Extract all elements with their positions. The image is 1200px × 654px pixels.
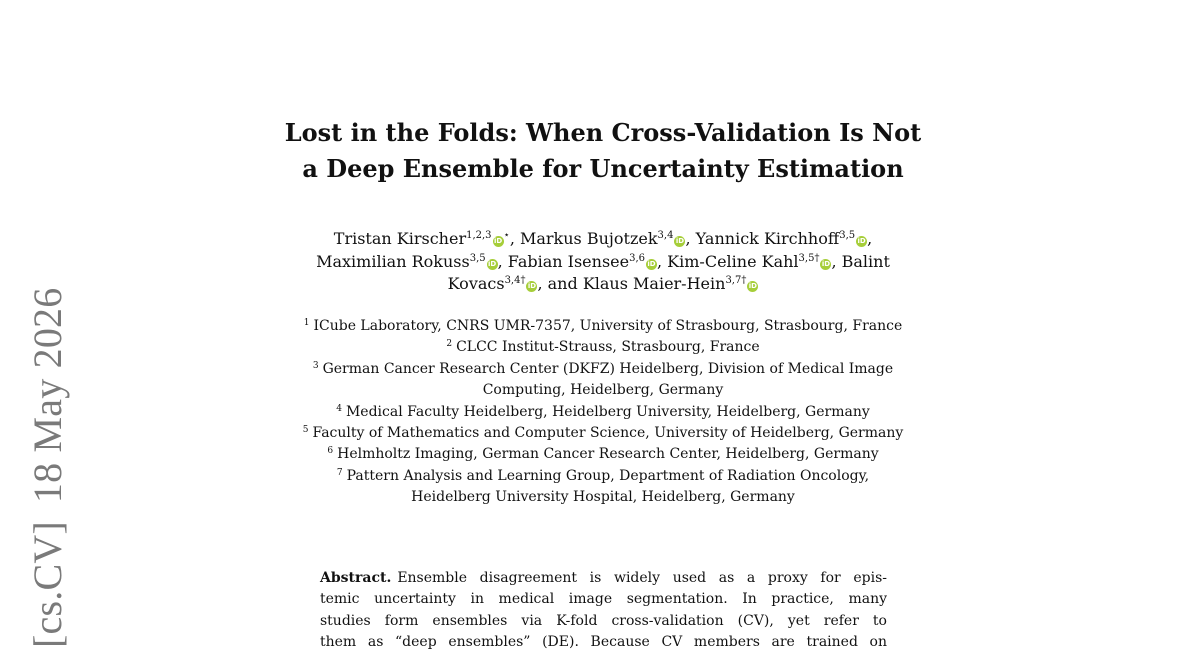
abstract	[320, 568, 887, 654]
paper-title	[180, 115, 1026, 187]
author-name: Kim-Celine Kahl	[667, 251, 799, 271]
arxiv-date: 18 May 2026	[25, 287, 70, 504]
author-name: Klaus Maier-Hein	[582, 274, 726, 293]
affiliation-list	[230, 316, 976, 509]
corresponding-mark: ⋆	[503, 230, 510, 241]
author-name: Yannick Kirchhoff	[695, 229, 840, 248]
abstract-label: Abstract.	[320, 570, 392, 586]
abstract-line: studies form ensembles via K-fold cross-validation (CV), yet refer to	[320, 612, 887, 629]
affiliation-item-continuation: Heidelberg University Hospital, Heidelberg, Germany	[411, 489, 795, 506]
abstract-line: Abstract. Ensemble disagreement is widely used as a proxy for epis-	[320, 570, 887, 586]
title-line-2: a Deep Ensemble for Uncertainty Estimation	[302, 154, 904, 183]
orcid-icon[interactable]: iD	[647, 259, 656, 268]
orcid-icon[interactable]: iD	[748, 282, 757, 290]
affiliation-item: $^1$ ICube Laboratory, CNRS UMR-7357, University of Strasbourg, Strasbourg, France	[303, 318, 903, 334]
orcid-icon[interactable]: iD	[527, 282, 537, 290]
author-affil-sup: 3,4	[657, 230, 674, 241]
orcid-icon[interactable]: iD	[857, 237, 866, 245]
orcid-icon[interactable]: iD	[488, 259, 497, 268]
author-name: Markus Bujotzek	[519, 229, 658, 248]
abstract-line: them as “deep ensembles” (DE). Because CV members are trained on	[320, 634, 887, 651]
orcid-icon[interactable]: iD	[821, 259, 831, 268]
orcid-icon[interactable]: iD	[493, 237, 503, 245]
author-name: Maximilian Rokuss	[316, 251, 470, 271]
affiliation-item: $^6$ Helmholtz Imaging, German Cancer Research Center, Heidelberg, Germany	[327, 446, 879, 463]
author-affil-sup: 3,5	[469, 252, 486, 264]
author-affil-sup: 3,4†	[504, 275, 526, 286]
author-line-3: Kovacs$^{3,4\dagger}$ iD, and Klaus Maier-Hein$^{3,7\dagger}$ iD	[447, 274, 757, 293]
title-line-1: Lost in the Folds: When Cross-Validation Is Not	[284, 118, 922, 147]
arxiv-category: [cs.CV]	[25, 521, 70, 648]
author-name: Kovacs	[447, 274, 505, 293]
author-name: Tristan Kirscher	[333, 229, 467, 248]
affiliation-item: $^4$ Medical Faculty Heidelberg, Heidelberg University, Heidelberg, Germany	[336, 403, 870, 420]
author-affil-sup: 3,5	[839, 230, 856, 241]
author-name: Fabian Isensee	[507, 251, 630, 271]
affiliation-item: $^3$ German Cancer Research Center (DKFZ) Heidelberg, Division of Medical Image	[312, 360, 894, 377]
author-line-1: Tristan Kirscher$^{1,2,3}$ iD⋆, Markus Bujotzek$^{3,4}$ iD, Yannick Kirchhoff$^{3,5}$ iD,	[333, 229, 873, 248]
author-list	[200, 228, 1006, 296]
affiliation-item: $^5$ Faculty of Mathematics and Computer Science, University of Heidelberg, Germany	[302, 425, 904, 442]
author-affil-sup: 1,2,3	[466, 230, 492, 241]
author-affil-sup: 3,6	[629, 252, 645, 264]
abstract-line: temic uncertainty in medical image segmentation. In practice, many	[320, 591, 887, 608]
author-affil-sup: 3,7†	[725, 275, 747, 286]
orcid-icon[interactable]: iD	[675, 237, 685, 245]
affiliation-item-continuation: Computing, Heidelberg, Germany	[482, 382, 724, 399]
affiliation-item: $^7$ Pattern Analysis and Learning Group, Department of Radiation Oncology,	[336, 467, 870, 484]
affiliation-item: $^2$ CLCC Institut-Strauss, Strasbourg, France	[446, 339, 760, 356]
author-affil-sup: 3,5†	[798, 252, 820, 264]
author-line-2: Maximilian Rokuss$^{3,5}$ iD, Fabian Isensee$^{3,6}$ iD, Kim-Celine Kahl$^{3,5\dagger}$ iD, Balint	[316, 251, 890, 271]
arxiv-side-stamp	[25, 287, 70, 648]
